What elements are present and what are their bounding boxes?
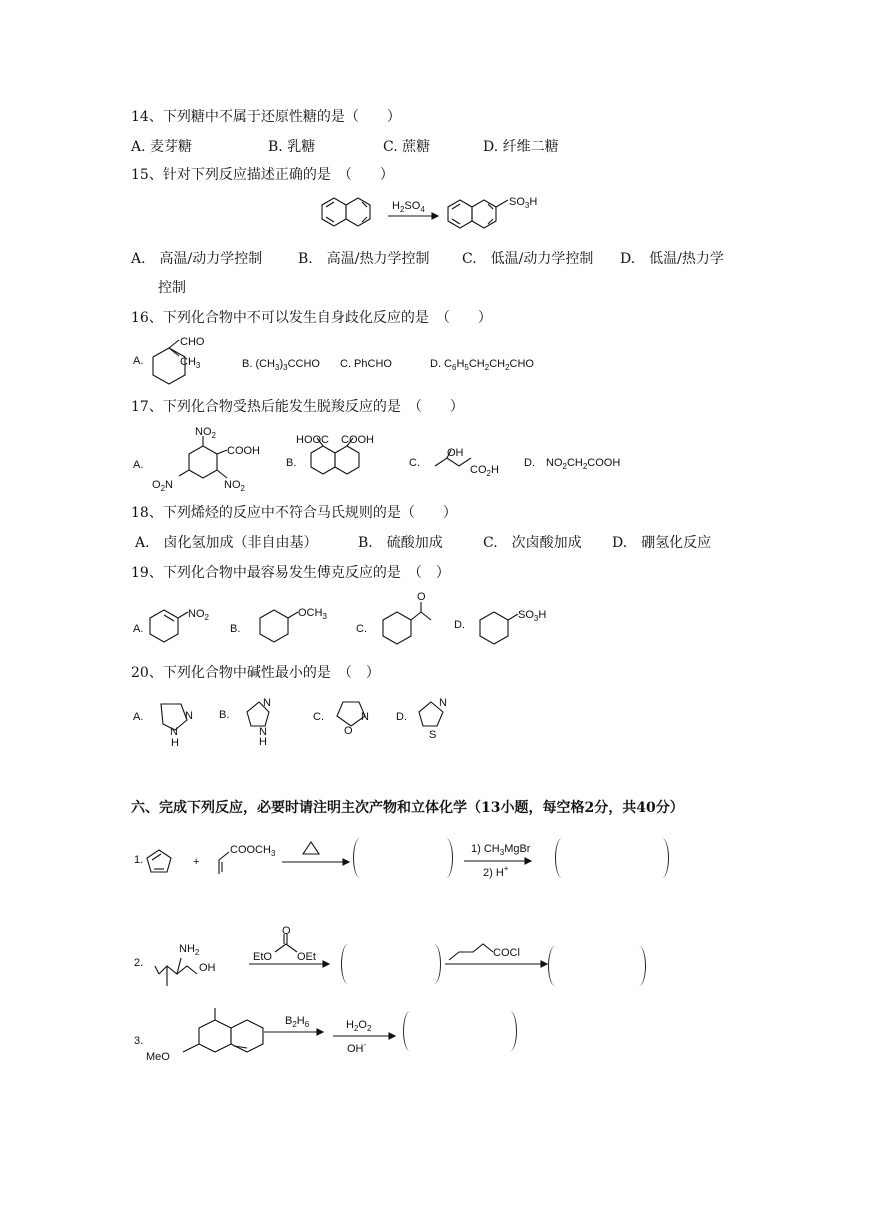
svg-text:OCH3: $OCH_3$	[298, 607, 327, 621]
svg-text:C.: C.	[313, 711, 324, 723]
trinitrobenzoic-ring	[189, 446, 217, 478]
section6-title: 六、完成下列反应，必要时请注明主次产物和立体化学（13小题，每空格2分，共40分）	[131, 800, 684, 816]
svg-text:OH: OH	[199, 962, 216, 974]
q17-structures	[131, 424, 671, 494]
q20-structures	[131, 690, 471, 750]
q17-option-d: D. $NO_2CH_2COOH$	[524, 457, 621, 471]
q18-stem: 18、下列烯烃的反应中不符合马氏规则的是（ ）	[131, 505, 457, 521]
svg-text:2.: 2.	[134, 957, 144, 969]
svg-text:N: N	[185, 710, 193, 722]
svg-text:CH3: $CH_3$	[180, 356, 201, 370]
q18-option-a: A. 卤化氢加成（非自由基）	[135, 535, 318, 551]
q15-option-c: C. 低温/动力学控制	[462, 251, 594, 267]
svg-text:EtO: EtO	[253, 951, 272, 963]
q16-a-label: A.	[133, 355, 144, 367]
svg-text:O: O	[282, 925, 291, 937]
svg-text:N: N	[259, 726, 267, 738]
svg-text:CHO: CHO	[180, 336, 205, 348]
svg-text:CO2H: $CO_2H$	[470, 464, 499, 478]
q20-stem: 20、下列化合物中碱性最小的是 （ ）	[131, 665, 380, 681]
q16-structures	[131, 336, 571, 386]
q16-stem: 16、下列化合物中不可以发生自身歧化反应的是 （ ）	[131, 310, 492, 326]
q17-stem: 17、下列化合物受热后能发生脱羧反应的是 （ ）	[131, 399, 464, 415]
svg-text:O: O	[417, 591, 426, 603]
reaction2-answer-blank-1[interactable]	[341, 944, 441, 984]
q15-reaction-scheme	[320, 196, 560, 236]
q16-option-d: D. $C_6H_5CH_2CH_2CHO$	[430, 358, 534, 372]
q15-reagent: $H_2SO_4$	[392, 200, 425, 214]
svg-text:COOH: COOH	[341, 434, 374, 446]
q18-option-d: D. 硼氢化反应	[612, 535, 712, 551]
q15-product-group: $SO_3H$	[509, 196, 538, 210]
svg-text:D.: D.	[396, 711, 407, 723]
q14-option-d: D. 纤维二糖	[483, 139, 559, 155]
svg-text:N: N	[439, 697, 447, 709]
reaction1-answer-blank-2[interactable]	[555, 838, 669, 878]
q19-stem: 19、下列化合物中最容易发生傅克反应的是 （ ）	[131, 565, 450, 581]
svg-text:SO3H: $SO_3H$	[518, 609, 547, 623]
q15-option-d: D. 低温/热力学	[620, 251, 724, 267]
svg-text:NO2: $NO_2$	[195, 426, 216, 440]
svg-text:A.: A.	[133, 623, 144, 635]
svg-text:HOOC: HOOC	[296, 434, 329, 446]
q15-option-wrap: 控制	[158, 280, 186, 296]
svg-text:S: S	[429, 729, 437, 741]
svg-text:OH-: OH-	[347, 1040, 367, 1055]
q14-option-a: A. 麦芽糖	[131, 139, 193, 155]
svg-text:NO2: $NO_2$	[188, 608, 209, 622]
svg-text:B.: B.	[286, 457, 297, 469]
q14-option-c: C. 蔗糖	[383, 139, 431, 155]
svg-text:O: O	[344, 725, 353, 737]
svg-text:H: H	[259, 736, 267, 748]
svg-text:D.: D.	[454, 619, 465, 631]
decalin-ring-left	[199, 1020, 231, 1052]
heat-triangle	[303, 842, 319, 854]
svg-text:COOCH3: $COOCH_3$	[230, 844, 276, 858]
svg-text:N: N	[170, 726, 178, 738]
svg-text:COCl: COCl	[493, 947, 520, 959]
svg-text:N: N	[361, 711, 369, 723]
svg-text:O2N: $O_2N$	[152, 479, 173, 493]
reaction3-answer-blank[interactable]	[403, 1011, 517, 1051]
reaction1-answer-blank-1[interactable]	[353, 838, 453, 878]
svg-text:1.: 1.	[134, 854, 144, 866]
svg-text:NO2: $NO_2$	[224, 479, 245, 493]
svg-text:NH2: $NH_2$	[179, 943, 200, 957]
q14-option-b: B. 乳糖	[268, 139, 316, 155]
svg-text:B.: B.	[230, 623, 241, 635]
q16-option-b: B. $(CH_3)_3CCHO$	[242, 358, 320, 372]
svg-text:B2H6: $B_2H_6$	[285, 1015, 310, 1029]
q15-option-b: B. 高温/热力学控制	[298, 251, 430, 267]
svg-text:1) CH3MgBr: 1) $CH_3MgBr$	[471, 843, 531, 857]
svg-text:C.: C.	[356, 623, 367, 635]
svg-text:2) H+: 2) H+	[483, 864, 509, 879]
svg-text:H: H	[171, 737, 179, 749]
svg-text:MeO: MeO	[146, 1051, 170, 1063]
q14-stem: 14、下列糖中不属于还原性糖的是（ ）	[131, 109, 401, 125]
svg-text:B.: B.	[219, 709, 230, 721]
svg-text:H2O2: $H_2O_2$	[346, 1019, 372, 1033]
naphthalene-ring-right	[346, 198, 370, 226]
svg-text:A.: A.	[133, 459, 144, 471]
svg-text:A.: A.	[133, 711, 144, 723]
svg-text:+: +	[193, 856, 200, 868]
svg-text:OH: OH	[447, 447, 464, 459]
q15-stem: 15、针对下列反应描述正确的是 （ ）	[131, 167, 394, 183]
reaction2-answer-blank-2[interactable]	[548, 946, 646, 986]
q16-option-c: C. PhCHO	[340, 358, 392, 370]
q19-structures	[131, 592, 571, 652]
q18-option-c: C. 次卤酸加成	[483, 535, 582, 551]
q18-option-b: B. 硫酸加成	[358, 535, 443, 551]
svg-text:OEt: OEt	[297, 951, 316, 963]
svg-text:N: N	[263, 697, 271, 709]
svg-text:COOH: COOH	[227, 445, 260, 457]
svg-text:C.: C.	[409, 457, 420, 469]
q15-option-a: A. 高温/动力学控制	[131, 251, 263, 267]
decalin-ring-right	[231, 1020, 263, 1052]
svg-text:3.: 3.	[134, 1035, 144, 1047]
